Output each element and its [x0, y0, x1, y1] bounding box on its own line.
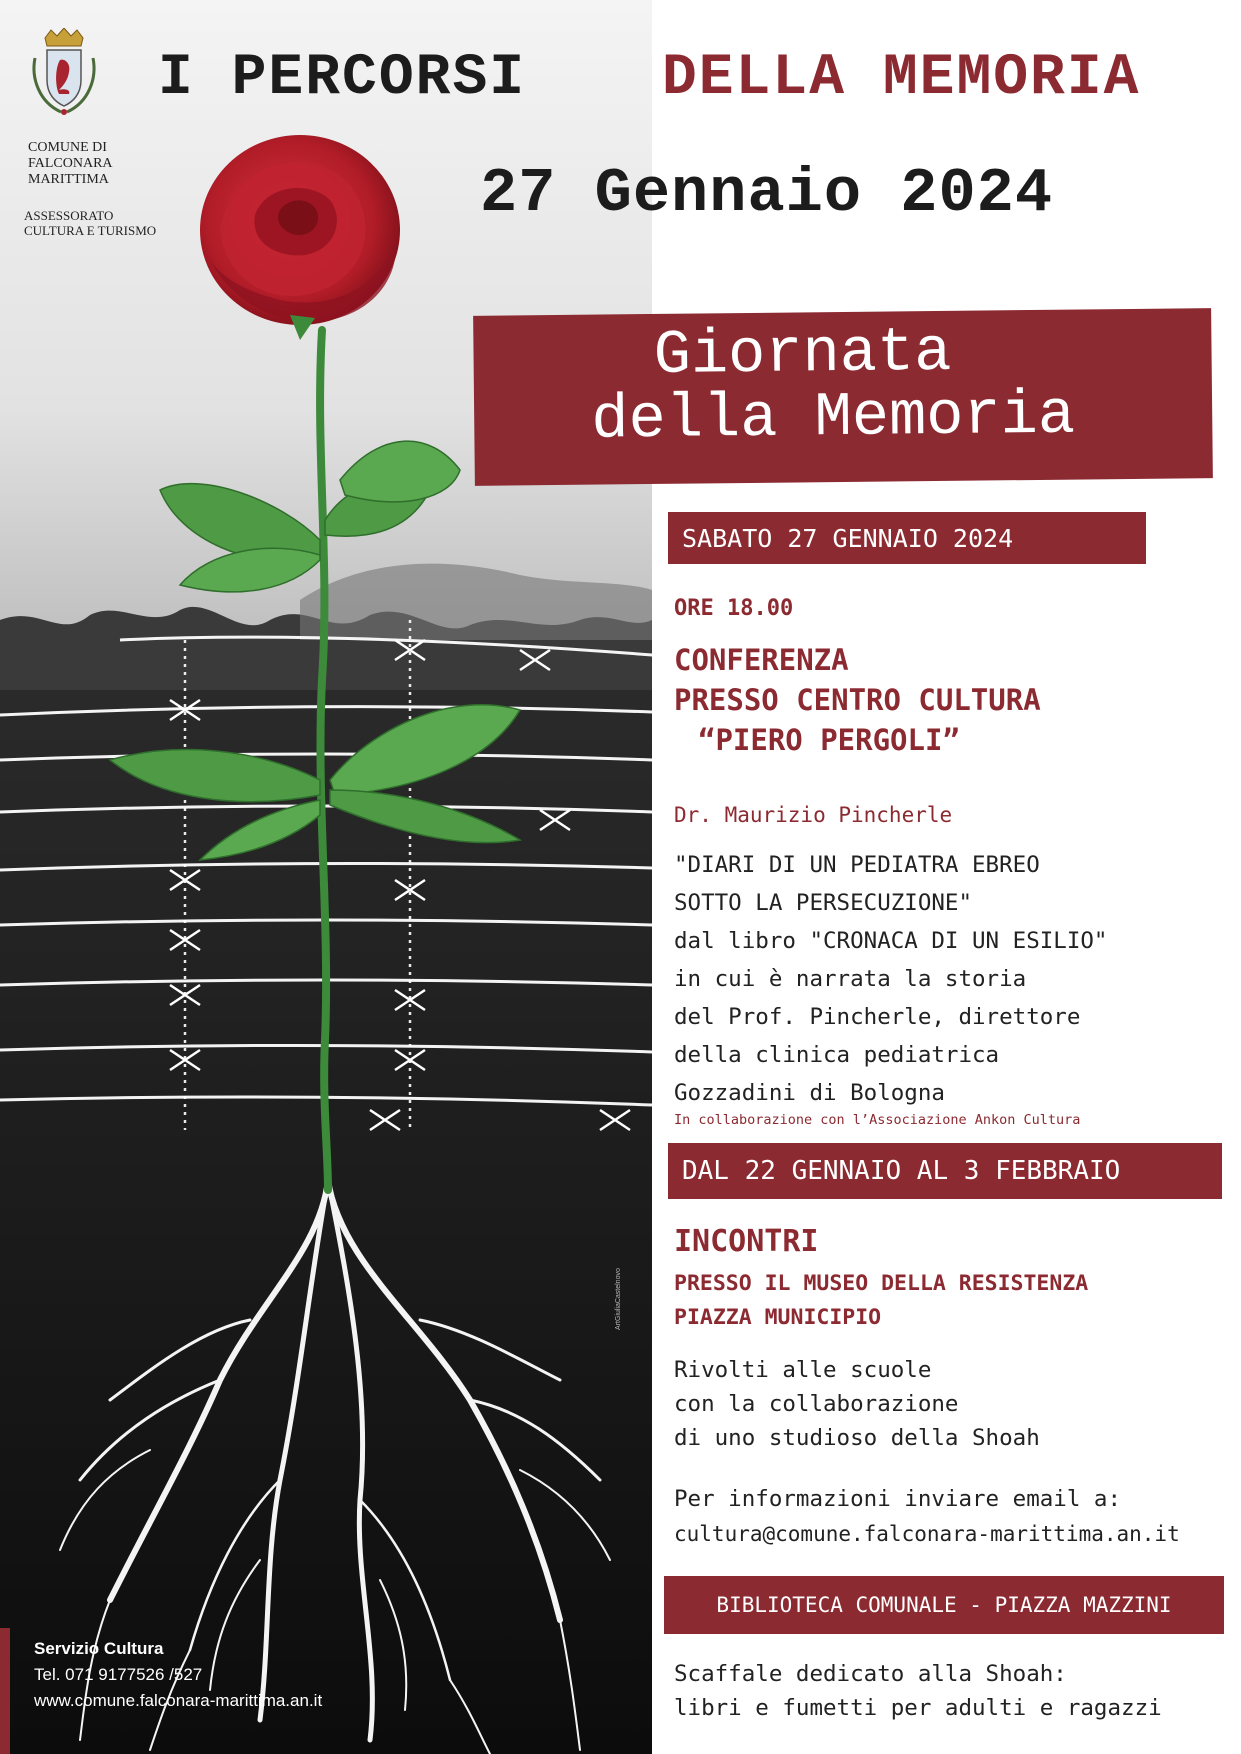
- event1-title-line: PRESSO CENTRO CULTURA: [674, 683, 1041, 717]
- office-line: CULTURA E TURISMO: [24, 222, 157, 238]
- event1-description: [674, 846, 1107, 1112]
- event2-location-line: PRESSO IL MUSEO DELLA RESISTENZA: [674, 1271, 1089, 1296]
- event1-time: ORE 18.00: [674, 596, 794, 621]
- event1-description-line: della clinica pediatrica: [674, 1042, 1000, 1068]
- event2-location: [674, 1267, 1088, 1335]
- event2-description: [674, 1353, 1040, 1455]
- event1-title: [674, 640, 1041, 760]
- event2-date-bar: DAL 22 GENNAIO AL 3 FEBBRAIO: [668, 1143, 1222, 1199]
- library-description-line: Scaffale dedicato alla Shoah:: [674, 1661, 1067, 1687]
- event2-description-line: Rivolti alle scuole: [674, 1357, 932, 1383]
- event1-collaboration: In collaborazione con l’Associazione Ankon Cultura: [674, 1112, 1081, 1128]
- office-name: [24, 209, 156, 239]
- event1-description-line: dal libro "CRONACA DI UN ESILIO": [674, 928, 1108, 954]
- footer-service: Servizio Cultura: [34, 1639, 164, 1658]
- municipality-line: FALCONARA: [28, 156, 113, 172]
- title-part-2: DELLA MEMORIA: [662, 46, 1141, 111]
- artist-credit: ArtGiuliaCastelnovo: [615, 1268, 622, 1330]
- library-bar: BIBLIOTECA COMUNALE - PIAZZA MAZZINI: [664, 1576, 1224, 1634]
- banner-line-1: Giornata: [653, 316, 952, 391]
- event1-speaker: Dr. Maurizio Pincherle: [674, 803, 953, 827]
- event2-location-line: PIAZZA MUNICIPIO: [674, 1305, 882, 1330]
- banner-line-2: della Memoria: [591, 379, 1076, 456]
- giornata-banner: [473, 308, 1213, 486]
- library-description: [674, 1657, 1162, 1725]
- event1-description-line: SOTTO LA PERSECUZIONE": [674, 890, 973, 916]
- event1-title-line: “PIERO PERGOLI”: [698, 723, 960, 757]
- municipality-line: MARITTIMA: [28, 172, 109, 188]
- office-line: ASSESSORATO: [24, 208, 114, 223]
- footer-website[interactable]: www.comune.falconara-marittima.an.it: [34, 1691, 323, 1710]
- event1-description-line: Gozzadini di Bologna: [674, 1080, 945, 1106]
- municipality-name: [28, 140, 113, 188]
- event1-description-line: "DIARI DI UN PEDIATRA EBREO: [674, 852, 1040, 878]
- event1-date-bar: SABATO 27 GENNAIO 2024: [668, 512, 1146, 564]
- crest-icon: [25, 28, 103, 120]
- footer-contacts: [34, 1636, 322, 1714]
- event1-description-line: del Prof. Pincherle, direttore: [674, 1004, 1081, 1030]
- municipal-crest: [25, 28, 103, 120]
- event-date-title: 27 Gennaio 2024: [480, 158, 1054, 229]
- event2-description-line: di uno studioso della Shoah: [674, 1425, 1040, 1451]
- event2-title: INCONTRI: [674, 1224, 819, 1259]
- municipality-line: COMUNE DI: [28, 140, 107, 155]
- event1-title-line: CONFERENZA: [674, 643, 849, 677]
- event2-description-line: con la collaborazione: [674, 1391, 959, 1417]
- event1-description-line: in cui è narrata la storia: [674, 966, 1027, 992]
- footer-phone: Tel. 071 9177526 /527: [34, 1665, 203, 1684]
- info-email[interactable]: cultura@comune.falconara-marittima.an.it: [674, 1522, 1180, 1546]
- title-part-1: I PERCORSI: [158, 46, 527, 111]
- library-description-line: libri e fumetti per adulti e ragazzi: [674, 1695, 1162, 1721]
- info-label: Per informazioni inviare email a:: [674, 1486, 1122, 1512]
